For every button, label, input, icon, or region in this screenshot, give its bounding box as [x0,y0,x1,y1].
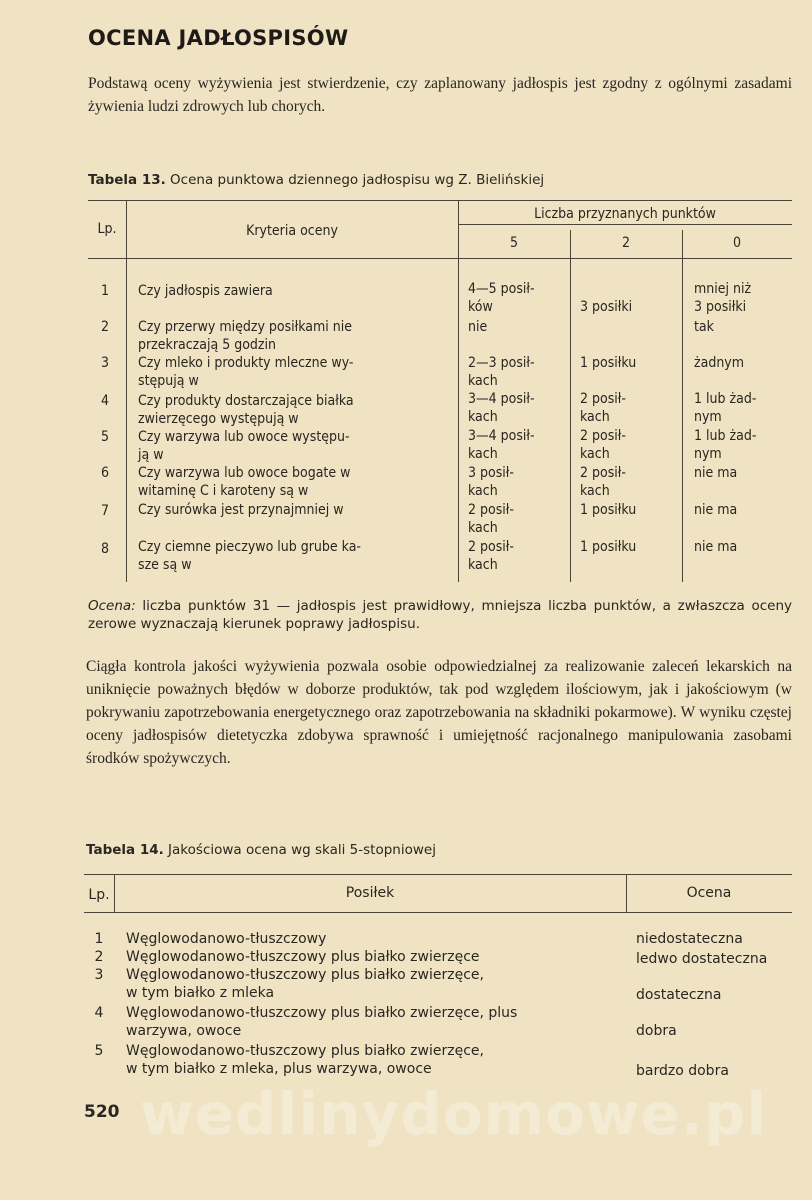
table13-row-lp: 7 [100,503,109,519]
table13-row-points2: 2 posił- kach [580,428,626,462]
table13-row-points0: żadnym [694,355,745,371]
table13-row-criterion: Czy jadłospis zawiera [138,283,273,299]
table13-row-criterion: Czy przerwy między posiłkami nie przekraczają 5 godzin [138,319,353,353]
table14-row-meal: Węglowodanowo-tłuszczowy plus białko zwierzęce [126,949,480,965]
table13-row-criterion: Czy ciemne pieczywo lub grube ka- sze są w [138,539,361,573]
table13-row-points5: 4—5 posił- ków [468,281,535,315]
table13-header-criteria: Kryteria oceny [246,223,338,239]
table13-row-points2: 3 posiłki [580,299,633,315]
table13-header-rule [88,258,792,259]
table14-caption [86,842,436,858]
intro-paragraph: Podstawą oceny wyżywienia jest stwierdzenie, czy zaplanowany jadłospis jest zgodny z ogólnymi zasadami żywienia ludzi zdrowych lub chorych. [88,75,792,115]
table13-row-points0: tak [694,319,714,335]
page-number: 520 [84,1102,120,1122]
table14-row-rating: dobra [636,1023,677,1039]
table13-row-points2: 2 posił- kach [580,391,626,425]
table13-row-points0: nie ma [694,539,738,555]
table13 [88,196,792,586]
table14-top-rule [84,874,792,875]
table13-row-lp: 5 [100,429,109,445]
table13-caption [88,172,544,188]
table14-row-rating: ledwo dostateczna [636,951,768,967]
table14-header-rating: Ocena [686,885,732,901]
table13-row-points5: nie [468,319,488,335]
table13-row-points5: 2—3 posił- kach [468,355,535,389]
table13-row-points5: 2 posił- kach [468,502,514,536]
table14 [84,870,792,1090]
watermark: wedlinydomowe.pl [140,1080,768,1148]
table14-row-lp: 3 [94,967,104,983]
table14-row-lp: 5 [94,1043,104,1059]
table13-row-points2: 1 posiłku [580,355,637,371]
table13-note [88,597,792,633]
table13-row-points0: 1 lub żad- nym [694,391,757,425]
table14-header-rule [84,912,792,913]
table13-row-lp: 2 [100,319,109,335]
table14-row-lp: 2 [94,949,104,965]
table13-row-points5: 3 posił- kach [468,465,514,499]
table13-caption-text: Ocena punktowa dziennego jadłospisu wg Z. Bielińskiej [165,172,545,188]
table13-row-criterion: Czy produkty dostarczające białka zwierzęcego występują w [138,393,354,427]
table14-row-lp: 1 [94,931,104,947]
table13-row-lp: 4 [100,393,109,409]
table13-group-rule [458,224,792,225]
table13-header-0: 0 [732,235,741,251]
table13-row-points2: 1 posiłku [580,502,637,518]
table14-header-lp: Lp. [88,887,110,903]
table13-row-points0: nie ma [694,502,738,518]
table13-col-divider [126,200,127,582]
table14-header-meal: Posiłek [345,885,395,901]
table14-row-meal: Węglowodanowo-tłuszczowy plus białko zwierzęce, plus warzywa, owoce [126,1005,518,1039]
table13-caption-label: Tabela 13. [88,172,166,188]
table13-header-2: 2 [621,235,630,251]
table13-row-criterion: Czy warzywa lub owoce bogate w witaminę C i karoteny są w [138,465,351,499]
table14-row-meal: Węglowodanowo-tłuszczowy plus białko zwierzęce, w tym białko z mleka, plus warzywa, owoce [126,1043,484,1077]
table14-row-meal: Węglowodanowo-tłuszczowy [126,931,327,947]
table13-col-divider [682,230,683,582]
table13-top-rule [88,200,792,201]
table14-row-meal: Węglowodanowo-tłuszczowy plus białko zwierzęce, w tym białko z mleka [126,967,484,1001]
table13-note-label: Ocena: [88,598,136,614]
table13-row-lp: 6 [100,465,109,481]
page-title: OCENA JADŁOSPISÓW [88,26,349,50]
table14-caption-label: Tabela 14. [86,842,164,858]
table13-row-points0: mniej niż 3 posiłki [694,281,752,315]
table13-row-lp: 8 [100,541,109,557]
table13-header-5: 5 [509,235,518,251]
table13-row-criterion: Czy mleko i produkty mleczne wy- stępują w [138,355,354,389]
table13-row-criterion: Czy warzywa lub owoce występu- ją w [138,429,350,463]
table13-row-points0: nie ma [694,465,738,481]
table13-row-criterion: Czy surówka jest przynajmniej w [138,502,344,518]
table13-row-lp: 1 [100,283,109,299]
table13-header-points: Liczba przyznanych punktów [534,206,716,222]
table13-header-lp: Lp. [97,221,117,237]
table13-col-divider [458,200,459,582]
table14-row-lp: 4 [94,1005,104,1021]
table14-caption-text: Jakościowa ocena wg skali 5-stopniowej [163,842,436,858]
table13-note-text: liczba punktów 31 — jadłospis jest prawidłowy, mniejsza liczba punktów, a zwłaszcza oceny zerowe wyznaczają kierunek poprawy jadłospisu. [88,598,792,632]
table13-row-points2: 2 posił- kach [580,465,626,499]
table13-row-points5: 3—4 posił- kach [468,428,535,462]
table13-row-points5: 3—4 posił- kach [468,391,535,425]
table13-row-lp: 3 [100,355,109,371]
table13-row-points5: 2 posił- kach [468,539,514,573]
table14-row-rating: niedostateczna [636,931,743,947]
table14-row-rating: bardzo dobra [636,1063,729,1079]
body-paragraph: Ciągła kontrola jakości wyżywienia pozwala osobie odpowiedzialnej za realizowanie zaleceń lekarskich na uniknięcie poważnych błędów w doborze produktów, tak pod względem ilościowym, jak i jakościowym (w pokrywaniu zapotrzebowania energetycznego oraz zapotrzebowania na składniki pokarmowe). W wyniku częstej oceny jadłospisów dietetyczka zdobywa sprawność i umiejętność racjonalnego manipulowania zasobami środków spożywczych. [86,658,792,767]
table13-row-points2: 1 posiłku [580,539,637,555]
table14-row-rating: dostateczna [636,987,722,1003]
table13-col-divider [570,230,571,582]
table13-row-points0: 1 lub żad- nym [694,428,757,462]
